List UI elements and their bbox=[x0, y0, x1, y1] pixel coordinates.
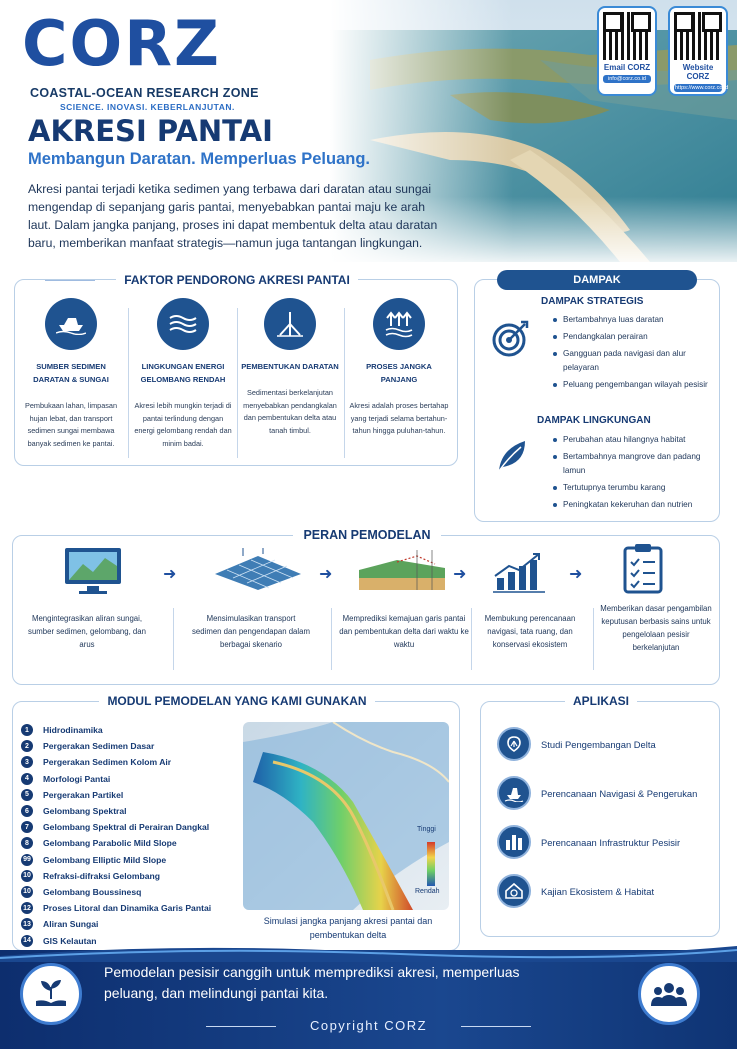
item-label: Gelombang Boussinesq bbox=[43, 886, 142, 897]
growth-chart-icon bbox=[491, 548, 547, 599]
item-number: 5 bbox=[21, 789, 33, 801]
list-item bbox=[21, 787, 241, 803]
item-number: 12 bbox=[21, 902, 33, 914]
arrow-right-icon: ➜ bbox=[453, 566, 467, 583]
item-label: Pergerakan Sedimen Kolom Air bbox=[43, 757, 172, 768]
list-item bbox=[21, 754, 241, 770]
aplikasi-item bbox=[497, 727, 656, 761]
page-title: AKRESI PANTAI bbox=[28, 114, 273, 148]
terrain-profile-icon bbox=[357, 550, 447, 599]
item-number: 14 bbox=[21, 935, 33, 947]
aplikasi-item bbox=[497, 776, 697, 810]
item-number: 1 bbox=[21, 724, 33, 736]
target-icon bbox=[491, 318, 531, 363]
item-number: 13 bbox=[21, 918, 33, 930]
faktor-item bbox=[239, 298, 341, 437]
aplikasi-label: Perencanaan Infrastruktur Pesisir bbox=[541, 836, 681, 848]
item-number: 10 bbox=[21, 886, 33, 898]
dampak-lingkungan-title: DAMPAK LINGKUNGAN bbox=[537, 415, 651, 426]
mesh-grid-icon bbox=[213, 548, 303, 597]
faktor-item-title: PEMBENTUKAN DARATAN bbox=[241, 362, 339, 371]
aplikasi-item bbox=[497, 825, 680, 859]
delta-pin-icon bbox=[497, 727, 531, 761]
simulation-caption: Simulasi jangka panjang akresi pantai dan pembentukan delta bbox=[263, 916, 433, 940]
modul-list bbox=[21, 722, 241, 949]
peran-step-desc: Mensimulasikan transport sedimen dan pengendapan dalam berbagai skenario bbox=[192, 614, 310, 649]
list-item bbox=[21, 900, 241, 916]
faktor-item-title: SUMBER SEDIMEN DARATAN & SUNGAI bbox=[33, 362, 109, 384]
faktor-item-title: PROSES JANGKA PANJANG bbox=[366, 362, 432, 384]
logo-subtitle: COASTAL-OCEAN RESEARCH ZONE bbox=[30, 86, 259, 100]
checklist-icon bbox=[621, 542, 665, 599]
habitat-icon bbox=[497, 874, 531, 908]
item-label: Pergerakan Partikel bbox=[43, 789, 124, 800]
item-number: 2 bbox=[21, 740, 33, 752]
list-item bbox=[21, 916, 241, 932]
peran-panel bbox=[12, 528, 720, 685]
arrow-right-icon: ➜ bbox=[569, 566, 583, 583]
arrows-up-icon bbox=[373, 298, 425, 350]
list-item: Tertutupnya terumbu karang bbox=[553, 481, 713, 495]
list-item: Peluang pengembangan wilayah pesisir bbox=[553, 378, 713, 392]
qr-code-icon bbox=[603, 12, 651, 60]
arrow-right-icon: ➜ bbox=[163, 566, 177, 583]
faktor-item-desc: Sedimentasi berkelanjutan menyebabkan pendangkalan dan pembentukan delta atau tanah timbul. bbox=[243, 388, 337, 435]
modul-title: MODUL PEMODELAN YANG KAMI GUNAKAN bbox=[13, 694, 461, 708]
item-number: 8 bbox=[21, 837, 33, 849]
list-item bbox=[21, 868, 241, 884]
faktor-panel bbox=[14, 273, 458, 466]
item-label: Pergerakan Sedimen Dasar bbox=[43, 741, 155, 752]
list-item bbox=[21, 722, 241, 738]
people-icon bbox=[638, 963, 700, 1025]
faktor-item bbox=[21, 298, 121, 450]
list-item: Bertambahnya mangrove dan padang lamun bbox=[553, 450, 713, 478]
item-label: Morfologi Pantai bbox=[43, 773, 111, 784]
dampak-title: DAMPAK bbox=[497, 270, 697, 290]
arrow-right-icon: ➜ bbox=[319, 566, 333, 583]
copyright: Copyright CORZ bbox=[309, 1018, 428, 1033]
waves-icon bbox=[157, 298, 209, 350]
aplikasi-title: APLIKASI bbox=[481, 694, 721, 708]
item-label: Gelombang Parabolic Mild Slope bbox=[43, 838, 177, 849]
logo-tagline: SCIENCE. INOVASI. KEBERLANJUTAN. bbox=[60, 102, 235, 112]
qr-email-label: Email CORZ bbox=[603, 63, 651, 72]
list-item: Perubahan atau hilangnya habitat bbox=[553, 433, 713, 447]
faktor-title: FAKTOR PENDORONG AKRESI PANTAI bbox=[15, 273, 459, 287]
ship-icon bbox=[497, 776, 531, 810]
faktor-item-title: LINGKUNGAN ENERGI GELOMBANG RENDAH bbox=[140, 362, 226, 384]
dampak-strategis-list bbox=[553, 313, 713, 395]
simulation-map bbox=[243, 722, 449, 910]
aplikasi-label: Studi Pengembangan Delta bbox=[541, 738, 656, 750]
boat-icon bbox=[45, 298, 97, 350]
item-number: 3 bbox=[21, 756, 33, 768]
aplikasi-label: Kajian Ekosistem & Habitat bbox=[541, 885, 655, 897]
item-number: 10 bbox=[21, 870, 33, 882]
item-label: Gelombang Spektral di Perairan Dangkal bbox=[43, 822, 210, 833]
item-label: Aliran Sungai bbox=[43, 919, 99, 930]
list-item bbox=[21, 884, 241, 900]
page-subtitle: Membangun Daratan. Memperluas Peluang. bbox=[28, 150, 370, 168]
peran-title: PERAN PEMODELAN bbox=[13, 528, 721, 542]
list-item bbox=[21, 819, 241, 835]
dampak-lingkungan-list bbox=[553, 433, 713, 515]
intro-paragraph: Akresi pantai terjadi ketika sedimen yang terbawa dari daratan atau sungai mengendap di sepanjang garis pantai, menyebabkan pantai maju ke arah laut. Dalam jangka panjang, proses ini dapat membentuk delta atau daratan baru, memberikan manfaat strategis—namun juga tantangan lingkungan. bbox=[28, 182, 438, 250]
delta-icon bbox=[264, 298, 316, 350]
list-item: Bertambahnya luas daratan bbox=[553, 313, 713, 327]
qr-website-label: Website CORZ bbox=[682, 63, 714, 81]
footer-text: Pemodelan pesisir canggih untuk memprediksi akresi, memperluas peluang, dan melindungi pantai kita. bbox=[104, 964, 520, 1001]
dampak-panel bbox=[474, 274, 720, 522]
modul-panel bbox=[12, 694, 460, 951]
list-item: Pendangkalan perairan bbox=[553, 330, 713, 344]
monitor-map-icon bbox=[63, 546, 123, 601]
list-item bbox=[21, 771, 241, 787]
item-label: Proses Litoral dan Dinamika Garis Pantai bbox=[43, 903, 212, 914]
aplikasi-item bbox=[497, 874, 654, 908]
qr-code-icon bbox=[674, 12, 722, 60]
qr-website-footer: https://www.corz.co.id bbox=[675, 85, 729, 91]
buildings-icon bbox=[497, 825, 531, 859]
plant-hand-icon bbox=[20, 963, 82, 1025]
list-item: Gangguan pada navigasi dan alur pelayaran bbox=[553, 347, 713, 375]
list-item bbox=[21, 852, 241, 868]
item-label: GIS Kelautan bbox=[43, 935, 97, 946]
faktor-item-desc: Akresi lebih mungkin terjadi di pantai terlindung dengan energi gelombang rendah dan minim badai. bbox=[134, 401, 232, 448]
list-item bbox=[21, 738, 241, 754]
peran-step-desc: Membukung perencanaan navigasi, tata ruang, dan konservasi ekosistem bbox=[484, 614, 576, 649]
dampak-strategis-title: DAMPAK STRATEGIS bbox=[541, 296, 644, 307]
item-number: 6 bbox=[21, 805, 33, 817]
qr-email-footer: info@corz.co.id bbox=[603, 75, 651, 83]
item-number: 7 bbox=[21, 821, 33, 833]
item-label: Gelombang Spektral bbox=[43, 806, 127, 817]
faktor-item bbox=[347, 298, 451, 438]
item-label: Hidrodinamika bbox=[43, 725, 103, 736]
logo-wordmark: CORZ bbox=[22, 7, 221, 80]
qr-website[interactable] bbox=[668, 6, 728, 96]
item-label: Gelombang Elliptic Mild Slope bbox=[43, 854, 167, 865]
faktor-item-desc: Pembukaan lahan, limpasan hujan lebat, dan transport sedimen sungai membawa banyak sedimen ke pantai. bbox=[24, 401, 118, 448]
aplikasi-label: Perencanaan Navigasi & Pengerukan bbox=[541, 787, 698, 799]
legend-low-label: Rendah bbox=[415, 888, 440, 895]
aplikasi-panel bbox=[480, 694, 720, 937]
faktor-item bbox=[132, 298, 234, 450]
item-label: Refraksi-difraksi Gelombang bbox=[43, 870, 161, 881]
leaf-icon bbox=[491, 435, 531, 480]
item-number: 99 bbox=[21, 854, 33, 866]
peran-step-desc: Memberikan dasar pengambilan keputusan berbasis sains untuk pengelolaan pesisir berkelanjutan bbox=[600, 604, 712, 652]
qr-email[interactable] bbox=[597, 6, 657, 96]
faktor-item-desc: Akresi adalah proses bertahap yang terjadi selama bertahun-tahun hingga puluhan-tahun. bbox=[349, 401, 449, 435]
list-item: Peningkatan kekeruhan dan nutrien bbox=[553, 498, 713, 512]
item-number: 4 bbox=[21, 773, 33, 785]
peran-step-desc: Memprediksi kemajuan garis pantai dan pembentukan delta dari waktu ke waktu bbox=[339, 614, 469, 649]
list-item bbox=[21, 803, 241, 819]
legend-high-label: Tinggi bbox=[417, 826, 436, 833]
list-item bbox=[21, 835, 241, 851]
corz-logo bbox=[22, 7, 262, 112]
peran-step-desc: Mengintegrasikan aliran sungai, sumber sedimen, gelombang, dan arus bbox=[28, 614, 146, 649]
